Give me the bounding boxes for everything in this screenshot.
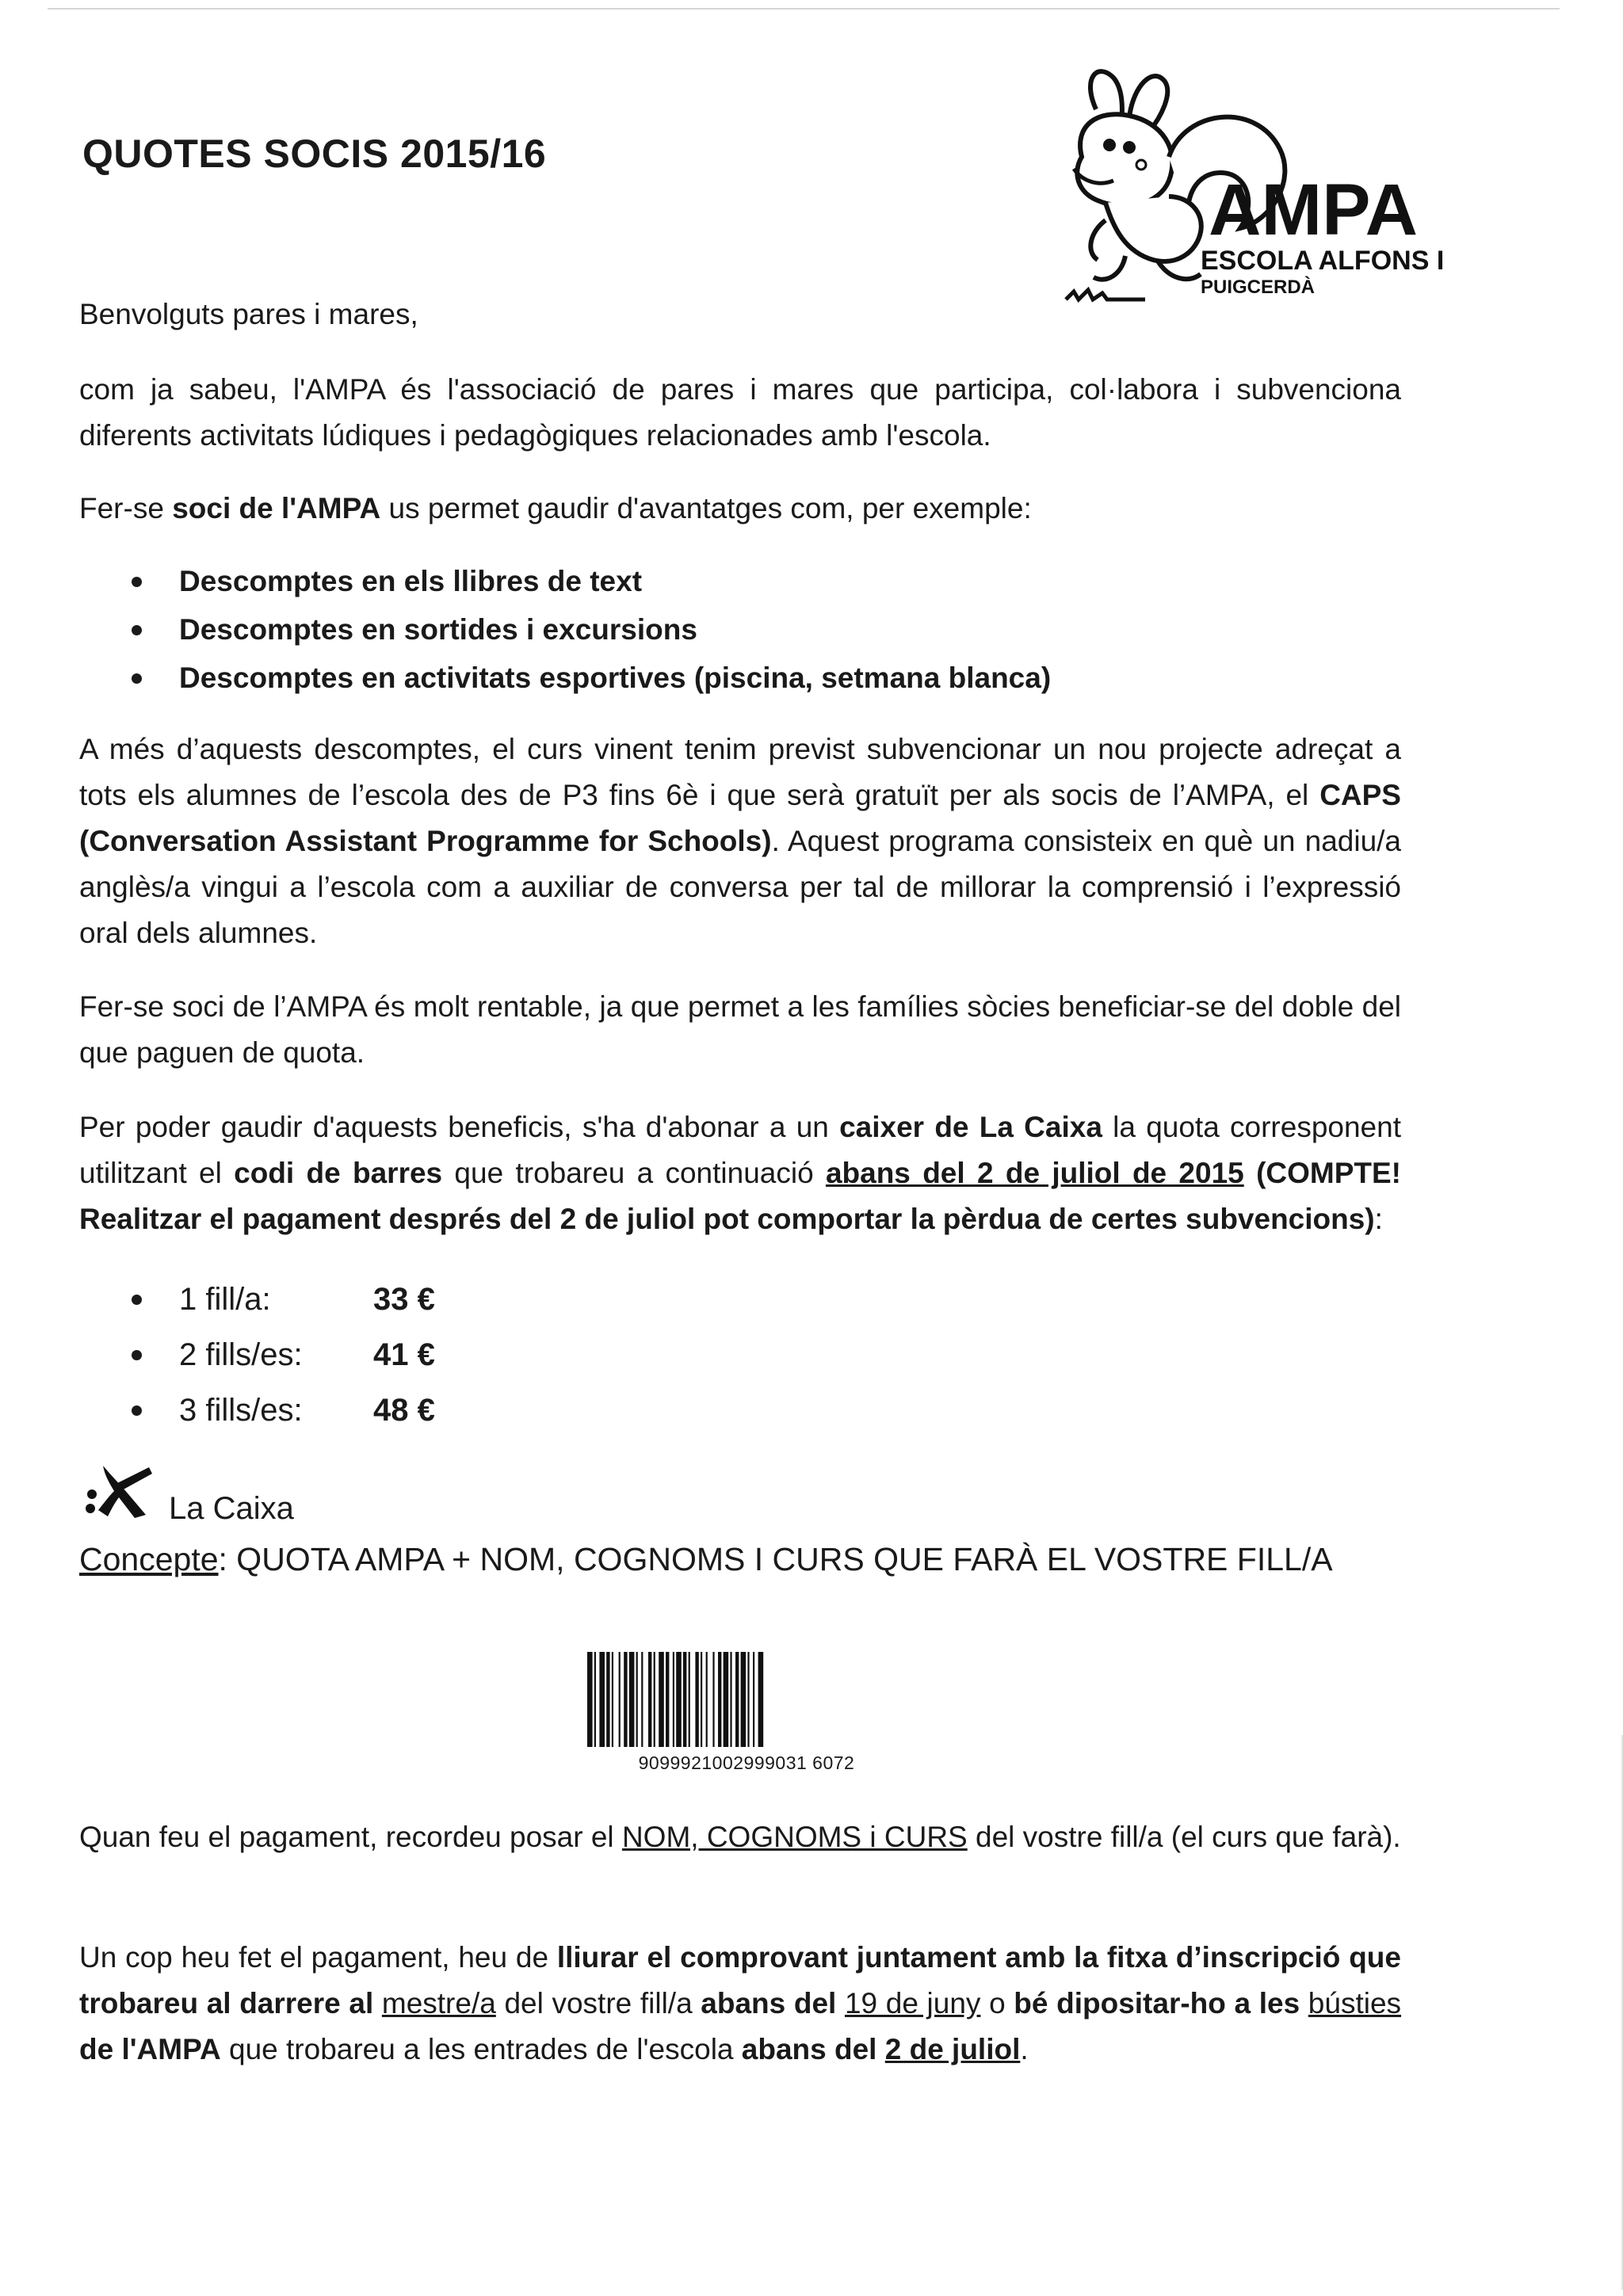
reminder-paragraph: Quan feu el pagament, recordeu posar el NOM, COGNOMS i CURS del vostre fill/a (el curs que farà). <box>79 1821 1401 1853</box>
bank-logo <box>79 1459 294 1526</box>
benefits-intro: Fer-se soci de l'AMPA us permet gaudir d'avantatges com, per exemple: <box>79 492 1032 524</box>
squirrel-logo-icon <box>1050 62 1478 315</box>
rentable-paragraph: Fer-se soci de l’AMPA és molt rentable, ja que permet a les famílies sòcies beneficiar-se del doble del que paguen de quota. <box>79 990 1401 1069</box>
ampa-logo <box>1050 62 1478 315</box>
fee-item: 2 fills/es: 41 € <box>127 1327 435 1383</box>
benefits-list <box>127 557 1051 702</box>
logo-town-text: PUIGCERDÀ <box>1201 277 1316 298</box>
payment-concept: Concepte: QUOTA AMPA + NOM, COGNOMS I CURS QUE FARÀ EL VOSTRE FILL/A <box>79 1541 1333 1577</box>
fees-list <box>127 1272 435 1438</box>
payment-barcode <box>586 1652 907 1774</box>
fee-item: 1 fill/a: 33 € <box>127 1272 435 1327</box>
scan-edge-line <box>48 8 1560 10</box>
delivery-paragraph: Un cop heu fet el pagament, heu de lliurar el comprovant juntament amb la fitxa d’inscripció que trobareu al darrere al mestre/a del vostre fill/a abans del 19 de juny o bé dipositar-ho a les bústies de l'AMPA que trobareu a les entrades de l'escola abans del 2 de juliol. <box>79 1941 1402 2065</box>
barcode-number: 9099921002999031 6072 <box>638 1753 855 1773</box>
caps-paragraph: A més d’aquests descomptes, el curs vinent tenim previst subvencionar un nou projecte adreçat a tots els alumnes de l’escola des de P3 fins 6è i que serà gratuït per als socis de l’AMPA, el CAPS (Conversation Assistant Programme for Schools). Aquest programa consisteix en què un nadiu/a anglès/a vingui a l’escola com a auxiliar de conversa per tal de millorar la comprensió i l’expressió oral dels alumnes. <box>79 733 1402 949</box>
page-title: QUOTES SOCIS 2015/16 <box>82 132 547 176</box>
list-item: Descomptes en sortides i excursions <box>127 605 1051 654</box>
list-item: Descomptes en activitats esportives (piscina, setmana blanca) <box>127 654 1051 702</box>
la-caixa-star-icon <box>79 1459 158 1523</box>
payment-paragraph: Per poder gaudir d'aquests beneficis, s'ha d'abonar a un caixer de La Caixa la quota corresponent utilitzant el codi de barres que trobareu a continuació abans del 2 de juliol de 2015 (COMPTE! Realitzar el pagament després del 2 de juliol pot comportar la pèrdua de certes subvencions): <box>79 1111 1401 1235</box>
fee-item: 3 fills/es: 48 € <box>127 1383 435 1438</box>
logo-school-text: ESCOLA ALFONS I <box>1201 246 1445 276</box>
bank-name: La Caixa <box>169 1491 294 1526</box>
list-item: Descomptes en els llibres de text <box>127 557 1051 605</box>
greeting: Benvolguts pares i mares, <box>79 298 418 330</box>
intro-paragraph: com ja sabeu, l'AMPA és l'associació de pares i mares que participa, col·labora i subvenciona diferents activitats lúdiques i pedagògiques relacionades amb l'escola. <box>79 373 1401 452</box>
logo-ampa-text: AMPA <box>1209 170 1419 250</box>
barcode-icon <box>586 1652 907 1747</box>
